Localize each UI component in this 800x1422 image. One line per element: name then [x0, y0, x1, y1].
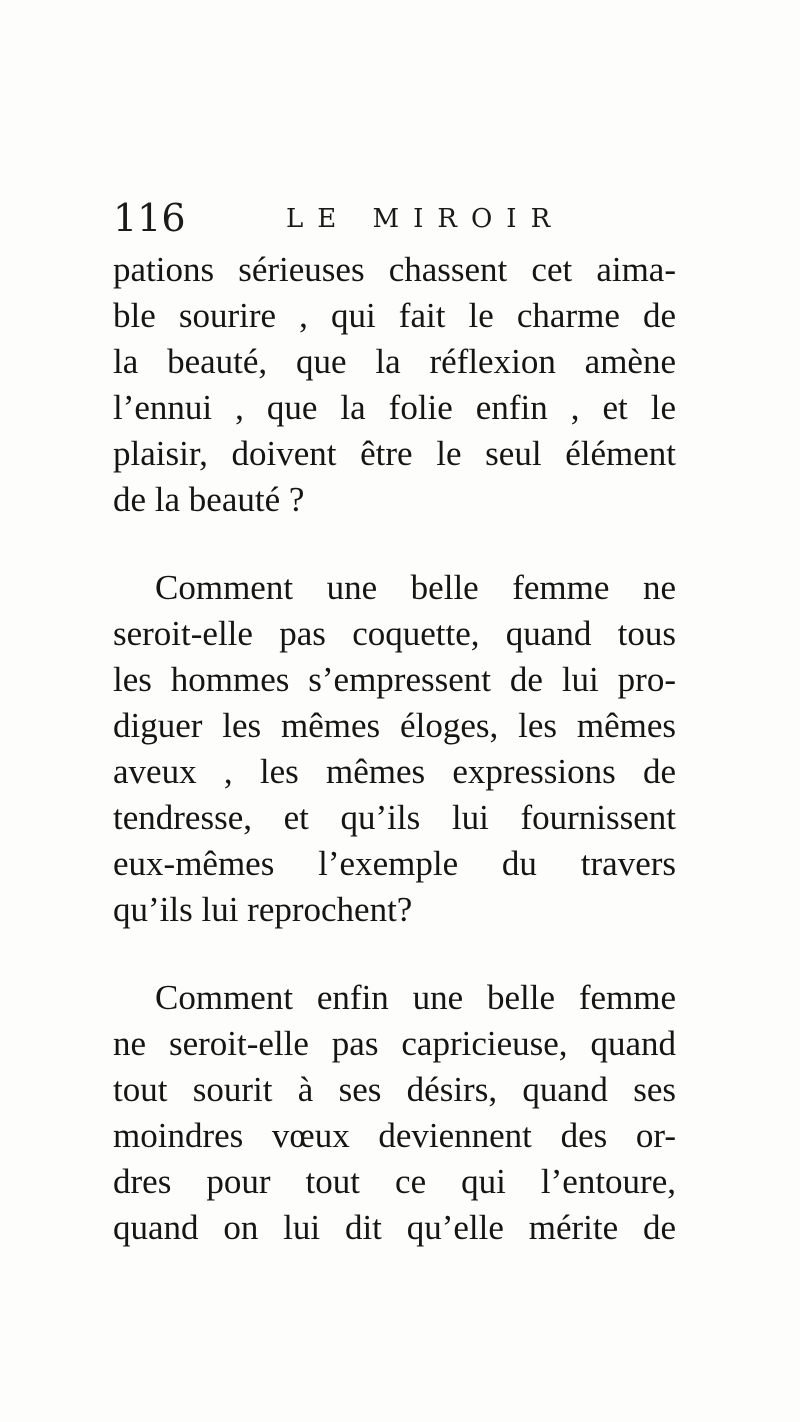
text-line: les hommes s’empressent de lui pro-: [113, 660, 676, 699]
text-line: pations sérieuses chassent cet aima-: [113, 250, 676, 289]
running-title: LE MIROIR: [286, 204, 565, 234]
paragraph-gap: [113, 523, 676, 565]
text-line: plaisir, doivent être le seul élément: [113, 434, 676, 473]
text-line: diguer les mêmes éloges, les mêmes: [113, 706, 676, 745]
text-line: dres pour tout ce qui l’entoure,: [113, 1162, 676, 1201]
paragraph: [113, 247, 676, 523]
text-line: qu’ils lui reprochent?: [113, 890, 413, 929]
body-text: [113, 247, 676, 1251]
paragraph-gap: [113, 933, 676, 975]
text-line: moindres vœux deviennent des or-: [113, 1116, 676, 1155]
text-line: de la beauté ?: [113, 480, 305, 519]
text-line: aveux , les mêmes expressions de: [113, 752, 676, 791]
paragraph: [113, 565, 676, 933]
text-line: ble sourire , qui fait le charme de: [113, 296, 676, 335]
text-line: eux-mêmes l’exemple du travers: [113, 844, 676, 883]
text-line: la beauté, que la réflexion amène: [113, 342, 676, 381]
text-line: ne seroit-elle pas capricieuse, quand: [113, 1024, 676, 1063]
paragraph: [113, 975, 676, 1251]
text-line: Comment enfin une belle femme: [155, 978, 676, 1017]
text-line: l’ennui , que la folie enfin , et le: [113, 388, 676, 427]
text-line: tout sourit à ses désirs, quand ses: [113, 1070, 676, 1109]
text-line: tendresse, et qu’ils lui fournissent: [113, 798, 676, 837]
text-line: seroit-elle pas coquette, quand tous: [113, 614, 676, 653]
page-number: 116: [113, 196, 186, 240]
page-header: [113, 188, 683, 248]
text-line: quand on lui dit qu’elle mérite de: [113, 1208, 676, 1247]
text-line: Comment une belle femme ne: [155, 568, 676, 607]
